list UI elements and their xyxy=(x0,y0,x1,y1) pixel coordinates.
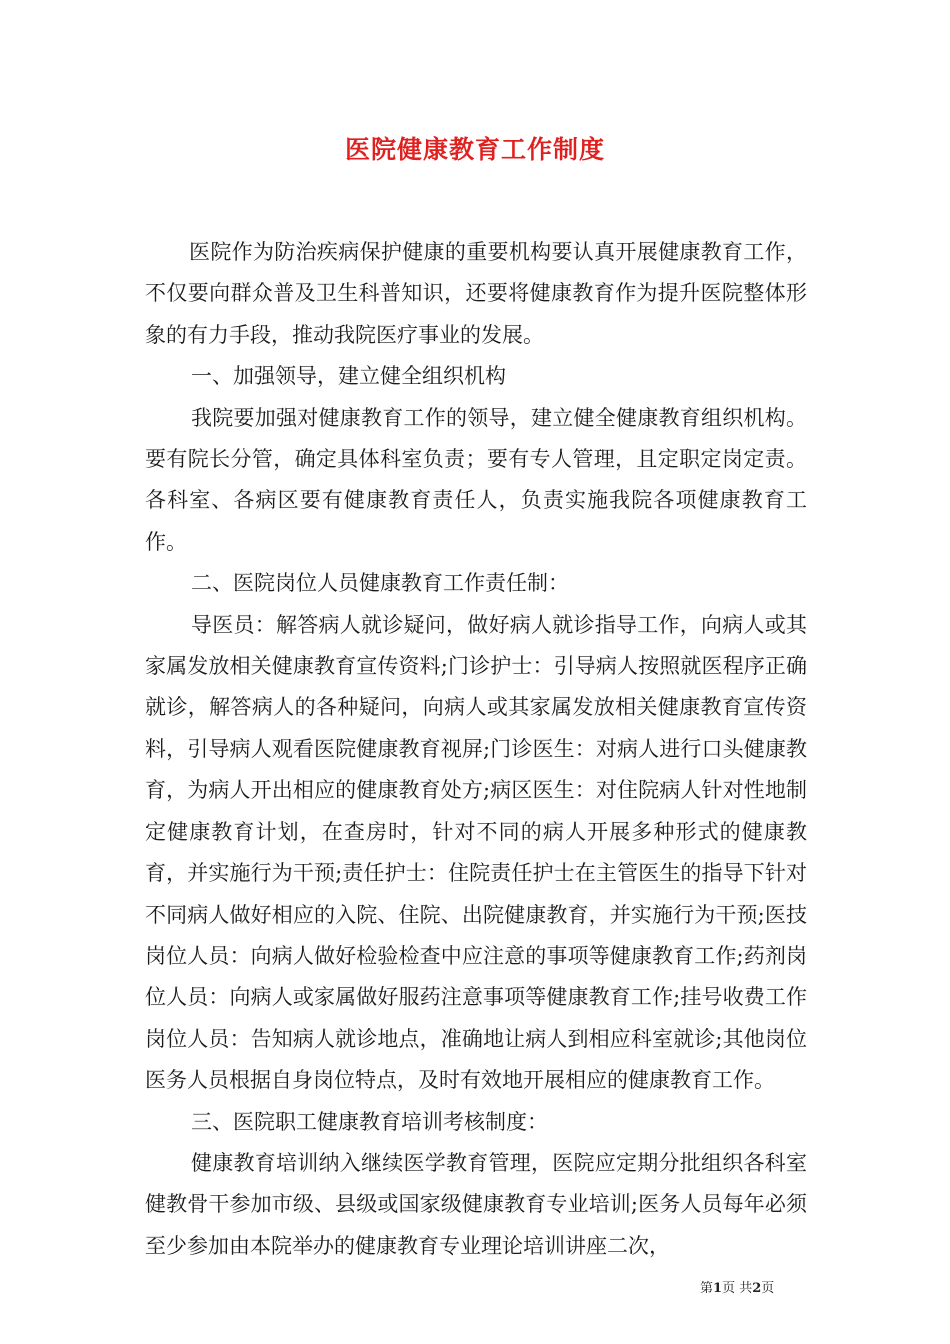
paragraph-intro: 医院作为防治疾病保护健康的重要机构要认真开展健康教育工作，不仅要向群众普及卫生科普知识，还要将健康教育作为提升医院整体形象的有力手段，推动我院医疗事业的发展。 xyxy=(145,240,807,347)
paragraph-section-2: 导医员：解答病人就诊疑问，做好病人就诊指导工作，向病人或其家属发放相关健康教育宣传资料;门诊护士：引导病人按照就医程序正确就诊，解答病人的各种疑问，向病人或其家属发放相关健康教育宣传资料，引导病人观看医院健康教育视屏;门诊医生：对病人进行口头健康教育，为病人开出相应的健康教育处方;病区医生：对住院病人针对性地制定健康教育计划，在查房时，针对不同的病人开展多种形式的健康教育，并实施行为干预;责任护士：住院责任护士在主管医生的指导下针对不同病人做好相应的入院、住院、出院健康教育，并实施行为干预;医技岗位人员：向病人做好检验检查中应注意的事项等健康教育工作;药剂岗位人员：向病人或家属做好服药注意事项等健康教育工作;挂号收费工作岗位人员：告知病人就诊地点，准确地让病人到相应科室就诊;其他岗位医务人员根据自身岗位特点，及时有效地开展相应的健康教育工作。 xyxy=(145,612,807,1093)
footer-prefix: 第 xyxy=(700,1281,714,1296)
document-body xyxy=(145,232,807,1267)
paragraph-section-3: 健康教育培训纳入继续医学教育管理，医院应定期分批组织各科室健教骨干参加市级、县级或国家级健康教育专业培训;医务人员每年必须至少参加由本院举办的健康教育专业理论培训讲座二次， xyxy=(145,1150,807,1258)
page-number-footer xyxy=(700,1277,820,1296)
section-heading-1: 一、加强领导，建立健全组织机构 xyxy=(191,364,506,389)
section-heading-3: 三、医院职工健康教育培训考核制度： xyxy=(191,1109,548,1134)
footer-suffix: 页 xyxy=(761,1281,775,1296)
section-heading-2: 二、医院岗位人员健康教育工作责任制： xyxy=(191,571,569,596)
footer-total-pages: 2 xyxy=(752,1281,762,1296)
footer-current-page: 1 xyxy=(713,1281,723,1296)
footer-middle: 页 共 xyxy=(722,1281,753,1296)
document-title: 医院健康教育工作制度 xyxy=(344,135,605,164)
paragraph-section-1: 我院要加强对健康教育工作的领导，建立健全健康教育组织机构。要有院长分管，确定具体科室负责；要有专人管理，且定职定岗定责。各科室、各病区要有健康教育责任人，负责实施我院各项健康教育工作。 xyxy=(145,405,807,554)
